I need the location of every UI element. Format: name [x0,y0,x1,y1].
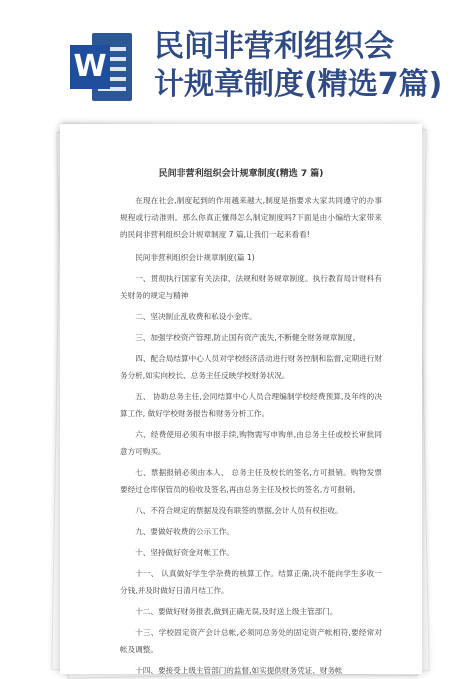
list-item: 十、坚持做好资金对帐工作。 [135,548,234,557]
list-item: 二、坚决制止乱收费和私设小金库。 [135,312,257,321]
list-item: 四、配合局结算中心人员对学校经济活动进行财务控制和监督,定期进行财务分析,如实向校长、总务主任反映学校财务状况。 [120,354,382,380]
header-title-line2: 计规章制度(精选7篇) [154,67,443,102]
list-item: 一、贯彻执行国家有关法律、法规和财务规章制度。执行教育局计财科有关财务的规定与精神 [120,274,382,300]
page-header [0,0,474,110]
header-title [154,28,454,104]
list-item: 八、不符合规定的票据及没有联签的票据,会计人员有权拒收。 [135,506,343,515]
list-item: 十三、学校固定资产会计总帐,必须同总务处的固定资产帐相符,要经常对帐及调整。 [120,628,382,654]
list-item: 十二、要做好财务报表,做到正确无误,及时送上级主管部门。 [135,607,338,616]
intro-paragraph: 在现在社会,制度起到的作用越来越大,制度是指要求大家共同遵守的办事规程或行动准则。那么你真正懂得怎么制定制度吗?下面是由小编给大家带来的民间非营利组织会计规章制度 7 篇,让我们一起来看看! [120,196,382,239]
list-item: 七、票据报销必须由本人、 总务主任及校长的签名,方可报销。购物发票要经过仓库保管员的验收及签名,再由总务主任及校长的签名,方可报销。 [120,468,382,494]
list-item: 六、经费使用必须有申报手续,购物需写申购单,由总务主任或校长审批同意方可购买。 [120,430,382,456]
list-item: 五、 协助总务主任,会同结算中心人员合理编制学校经费预算,及年终的决算工作, 做好学校财务报告和财务分析工作。 [120,392,382,418]
list-item: 十一、 认真做好学生学杂费的核算工作。结算正确,决不能向学生多收一分钱,并及时做好日清月结工作。 [120,569,382,595]
document-title: 民间非营利组织会计规章制度(精选 7 篇) [158,169,324,179]
section-title: 民间非营利组织会计规章制度(篇 1) [135,253,255,262]
document-body [120,192,382,679]
word-letter-tile: W [70,45,110,89]
document-page [60,124,422,674]
list-item: 九、要做好收费的公示工作。 [135,527,234,536]
list-item: 三、加强学校资产管理,防止国有资产流失,不断健全财务规章制度。 [135,333,361,342]
header-title-line1: 民间非营利组织会 [154,29,394,64]
word-document-icon [70,33,132,101]
list-item: 十四、要接受上级主管部门的监督,如实提供财务凭证、财务帐 [135,666,343,675]
